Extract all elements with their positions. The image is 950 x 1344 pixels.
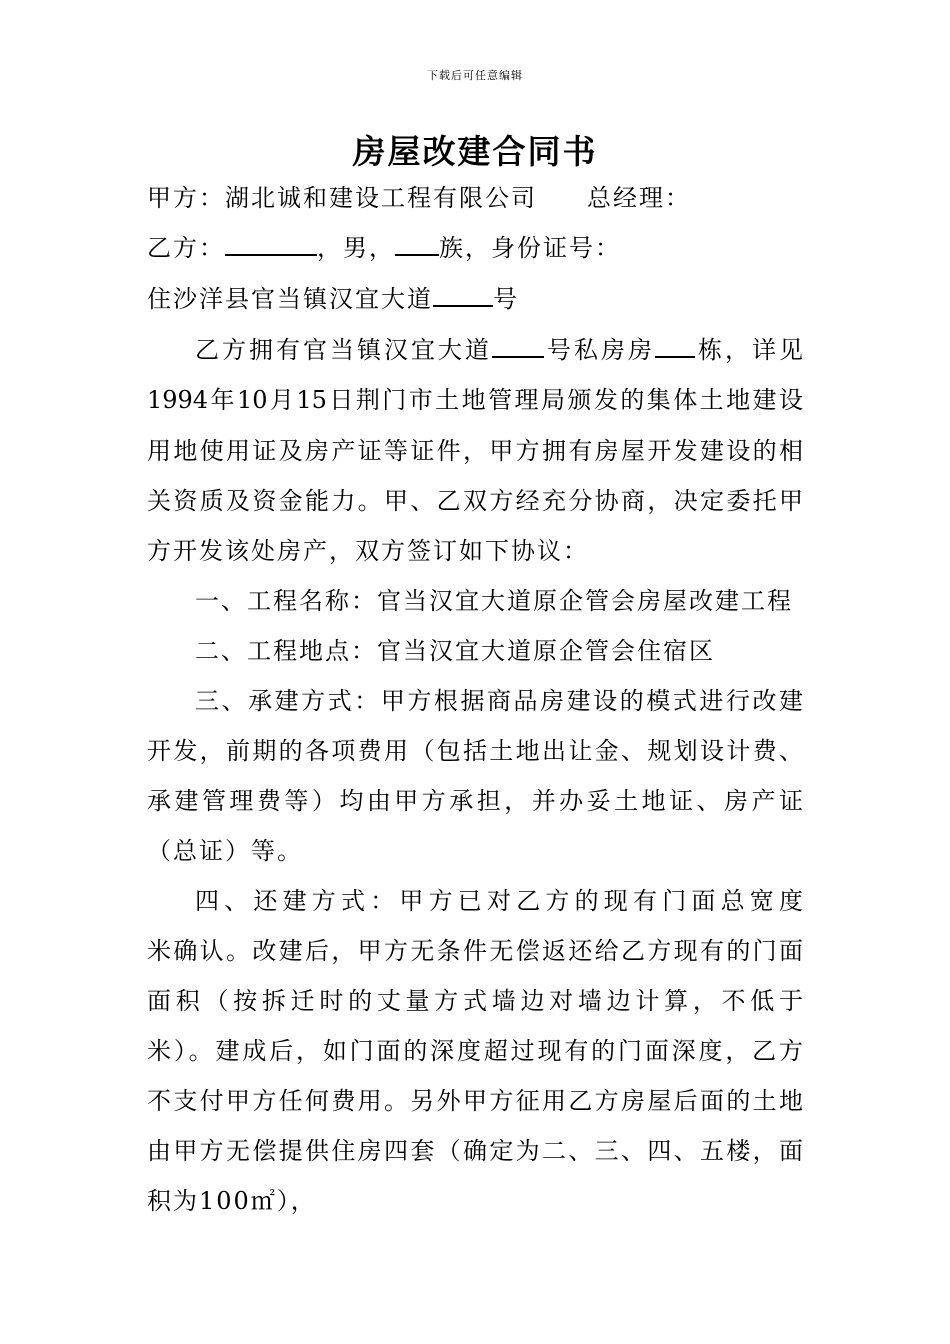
clause-4-line-4: 米）。建成后，如门面的深度超过现有的门面深度，乙方	[147, 1037, 803, 1065]
clause-3-line-2: 开发，前期的各项费用（包括土地出让金、规划设计费、	[147, 737, 803, 765]
header-note: 下载后可任意编辑	[427, 69, 523, 82]
intro-line-2: 1994年10月15日荆门市土地管理局颁发的集体土地建设	[147, 386, 803, 414]
party-b-gender: ，男，	[317, 234, 395, 262]
address-line	[147, 284, 519, 314]
intro-line-4: 关资质及资金能力。甲、乙双方经充分协商，决定委托甲	[147, 487, 803, 515]
party-b-id-label: 族，身份证号：	[439, 234, 621, 262]
intro-text-c: 栋，详见	[695, 336, 803, 364]
clause-4-line-3: 面积（按拆迁时的丈量方式墙边对墙边计算，不低于	[147, 987, 803, 1015]
address-suffix: 号	[493, 285, 519, 313]
page-title: 房屋改建合同书	[352, 132, 598, 171]
party-a-line	[147, 183, 691, 213]
clause-3-line-1: 三、承建方式：甲方根据商品房建设的模式进行改建	[195, 687, 803, 715]
building-count-blank	[655, 336, 695, 358]
address-prefix: 住沙洋县官当镇汉宜大道	[147, 285, 433, 313]
clause-4-line-6: 由甲方无偿提供住房四套（确定为二、三、四、五楼，面	[147, 1137, 803, 1165]
clause-4-line-2: 米确认。改建后，甲方无条件无偿返还给乙方现有的门面	[147, 937, 803, 965]
clause-2: 二、工程地点：官当汉宜大道原企管会住宿区	[195, 637, 715, 665]
intro-line-1	[195, 335, 803, 365]
clause-4-line-1: 四、还建方式：甲方已对乙方的现有门面总宽度	[195, 887, 803, 915]
intro-text-a: 乙方拥有官当镇汉宜大道	[195, 336, 492, 364]
party-a-label: 甲方：湖北诚和建设工程有限公司	[147, 184, 537, 212]
general-manager-label: 总经理：	[587, 184, 691, 212]
address-number-blank	[433, 285, 493, 307]
party-b-name-blank	[225, 234, 317, 256]
intro-text-b: 号私房房	[544, 336, 655, 364]
clause-1: 一、工程名称：官当汉宜大道原企管会房屋改建工程	[195, 587, 793, 615]
clause-4-line-7: 积为100㎡），	[147, 1187, 317, 1215]
clause-3-line-4: （总证）等。	[147, 837, 303, 865]
intro-line-5: 方开发该处房产，双方签订如下协议：	[147, 537, 589, 565]
clause-3-line-3: 承建管理费等）均由甲方承担，并办妥土地证、房产证	[147, 787, 803, 815]
house-number-blank	[492, 336, 544, 358]
ethnicity-blank	[395, 234, 439, 256]
party-b-line	[147, 233, 621, 263]
clause-4-line-5: 不支付甲方任何费用。另外甲方征用乙方房屋后面的土地	[147, 1087, 803, 1115]
intro-line-3: 用地使用证及房产证等证件，甲方拥有房屋开发建设的相	[147, 437, 803, 465]
party-b-prefix: 乙方：	[147, 234, 225, 262]
